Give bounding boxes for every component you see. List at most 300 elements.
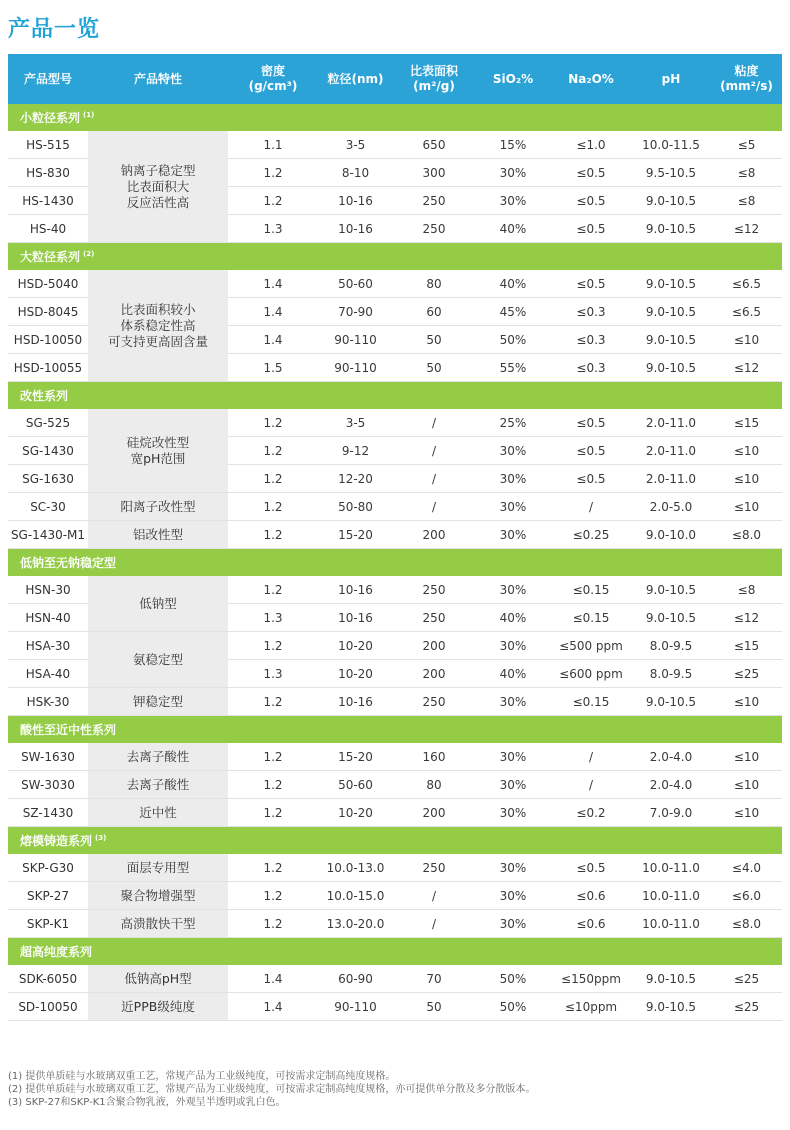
feature-line: 宽pH范围 bbox=[130, 450, 186, 466]
sio2-cell: 30% bbox=[475, 159, 551, 187]
particle-size-cell: 15-20 bbox=[318, 743, 393, 771]
model-cell: HSD-10050 bbox=[8, 326, 88, 354]
viscosity-cell: ≤10 bbox=[711, 743, 782, 771]
column-header-line1: 产品特性 bbox=[133, 71, 182, 86]
sio2-cell: 30% bbox=[475, 465, 551, 493]
surface-area-cell: / bbox=[393, 409, 475, 437]
feature-cell bbox=[88, 771, 228, 799]
particle-size-cell: 10.0-13.0 bbox=[318, 854, 393, 882]
density-cell: 1.4 bbox=[228, 298, 318, 326]
surface-area-cell: 250 bbox=[393, 688, 475, 716]
sio2-cell: 30% bbox=[475, 521, 551, 549]
ph-cell: 9.0-10.5 bbox=[631, 576, 711, 604]
ph-cell: 8.0-9.5 bbox=[631, 632, 711, 660]
surface-area-cell: 250 bbox=[393, 187, 475, 215]
ph-cell: 9.0-10.5 bbox=[631, 270, 711, 298]
section-note: (1) bbox=[83, 111, 95, 119]
viscosity-cell: ≤15 bbox=[711, 409, 782, 437]
table-body bbox=[8, 104, 782, 1021]
na2o-cell: / bbox=[551, 743, 631, 771]
viscosity-cell: ≤6.5 bbox=[711, 270, 782, 298]
na2o-cell: ≤0.2 bbox=[551, 799, 631, 827]
particle-size-cell: 10-16 bbox=[318, 604, 393, 632]
viscosity-cell: ≤8.0 bbox=[711, 521, 782, 549]
feature-cell bbox=[88, 270, 228, 382]
table-header-row bbox=[8, 54, 782, 104]
table-row bbox=[8, 799, 782, 827]
particle-size-cell: 90-110 bbox=[318, 326, 393, 354]
particle-size-cell: 3-5 bbox=[318, 409, 393, 437]
sio2-cell: 40% bbox=[475, 270, 551, 298]
density-cell: 1.2 bbox=[228, 187, 318, 215]
section-header bbox=[8, 382, 782, 410]
feature-cell bbox=[88, 131, 228, 243]
section-header bbox=[8, 938, 782, 966]
column-header-line1: 产品型号 bbox=[23, 71, 72, 86]
density-cell: 1.2 bbox=[228, 437, 318, 465]
surface-area-cell: 200 bbox=[393, 521, 475, 549]
section-header-row bbox=[8, 243, 782, 271]
particle-size-cell: 50-80 bbox=[318, 493, 393, 521]
particle-size-cell: 10-16 bbox=[318, 215, 393, 243]
particle-size-cell: 10-16 bbox=[318, 688, 393, 716]
footnotes bbox=[8, 1070, 535, 1109]
na2o-cell: / bbox=[551, 493, 631, 521]
model-cell: SG-1630 bbox=[8, 465, 88, 493]
footnote: (2) 提供单质硅与水玻璃双重工艺，常规产品为工业级纯度，可按需求定制高纯度规格，亦可提供单分散及多分散版本。 bbox=[8, 1084, 536, 1095]
density-cell: 1.2 bbox=[228, 493, 318, 521]
section-header-row bbox=[8, 549, 782, 577]
particle-size-cell: 60-90 bbox=[318, 965, 393, 993]
section-header-row bbox=[8, 938, 782, 966]
particle-size-cell: 90-110 bbox=[318, 993, 393, 1021]
column-header-line1: pH bbox=[661, 71, 681, 86]
sio2-cell: 30% bbox=[475, 632, 551, 660]
sio2-cell: 30% bbox=[475, 882, 551, 910]
feature-line: 近中性 bbox=[139, 804, 177, 820]
surface-area-cell: 250 bbox=[393, 576, 475, 604]
ph-cell: 2.0-4.0 bbox=[631, 771, 711, 799]
feature-cell bbox=[88, 993, 228, 1021]
na2o-cell: ≤600 ppm bbox=[551, 660, 631, 688]
column-header-line1: 粒径(nm) bbox=[327, 71, 384, 86]
density-cell: 1.4 bbox=[228, 965, 318, 993]
feature-cell bbox=[88, 799, 228, 827]
particle-size-cell: 10.0-15.0 bbox=[318, 882, 393, 910]
model-cell: SW-3030 bbox=[8, 771, 88, 799]
density-cell: 1.2 bbox=[228, 799, 318, 827]
sio2-cell: 30% bbox=[475, 771, 551, 799]
feature-line: 比表面积大 bbox=[126, 178, 190, 194]
table-row bbox=[8, 409, 782, 437]
density-cell: 1.2 bbox=[228, 771, 318, 799]
sio2-cell: 30% bbox=[475, 576, 551, 604]
feature-line: 去离子酸性 bbox=[126, 748, 190, 764]
model-cell: SG-525 bbox=[8, 409, 88, 437]
na2o-cell: ≤0.3 bbox=[551, 298, 631, 326]
sio2-cell: 30% bbox=[475, 854, 551, 882]
density-cell: 1.2 bbox=[228, 159, 318, 187]
feature-line: 钾稳定型 bbox=[132, 693, 183, 709]
column-header bbox=[631, 54, 711, 104]
surface-area-cell: 60 bbox=[393, 298, 475, 326]
sio2-cell: 30% bbox=[475, 493, 551, 521]
feature-line: 面层专用型 bbox=[126, 859, 190, 875]
surface-area-cell: / bbox=[393, 465, 475, 493]
sio2-cell: 50% bbox=[475, 326, 551, 354]
density-cell: 1.5 bbox=[228, 354, 318, 382]
density-cell: 1.2 bbox=[228, 521, 318, 549]
product-table bbox=[8, 54, 782, 1021]
column-header bbox=[551, 54, 631, 104]
section-header-row bbox=[8, 104, 782, 131]
surface-area-cell: / bbox=[393, 437, 475, 465]
model-cell: HSK-30 bbox=[8, 688, 88, 716]
viscosity-cell: ≤10 bbox=[711, 799, 782, 827]
particle-size-cell: 13.0-20.0 bbox=[318, 910, 393, 938]
column-header bbox=[228, 54, 318, 104]
feature-cell bbox=[88, 576, 228, 632]
viscosity-cell: ≤6.5 bbox=[711, 298, 782, 326]
column-header bbox=[475, 54, 551, 104]
na2o-cell: ≤0.15 bbox=[551, 604, 631, 632]
surface-area-cell: / bbox=[393, 493, 475, 521]
feature-cell bbox=[88, 910, 228, 938]
particle-size-cell: 10-16 bbox=[318, 576, 393, 604]
density-cell: 1.4 bbox=[228, 326, 318, 354]
density-cell: 1.2 bbox=[228, 854, 318, 882]
ph-cell: 2.0-11.0 bbox=[631, 409, 711, 437]
ph-cell: 9.0-10.5 bbox=[631, 326, 711, 354]
table-row bbox=[8, 910, 782, 938]
model-cell: SW-1630 bbox=[8, 743, 88, 771]
particle-size-cell: 50-60 bbox=[318, 771, 393, 799]
model-cell: HS-40 bbox=[8, 215, 88, 243]
model-cell: SKP-27 bbox=[8, 882, 88, 910]
section-title: 熔模铸造系列 bbox=[20, 834, 93, 848]
ph-cell: 9.0-10.5 bbox=[631, 688, 711, 716]
feature-line: 阳离子改性型 bbox=[120, 498, 196, 514]
feature-cell bbox=[88, 632, 228, 688]
feature-cell bbox=[88, 854, 228, 882]
model-cell: SG-1430-M1 bbox=[8, 521, 88, 549]
footnote: (3) SKP-27和SKP-K1含聚合物乳液，外观呈半透明或乳白色。 bbox=[8, 1097, 286, 1108]
table-row bbox=[8, 965, 782, 993]
model-cell: HSN-30 bbox=[8, 576, 88, 604]
ph-cell: 9.0-10.5 bbox=[631, 298, 711, 326]
model-cell: HSD-8045 bbox=[8, 298, 88, 326]
sio2-cell: 15% bbox=[475, 131, 551, 159]
table-row bbox=[8, 688, 782, 716]
particle-size-cell: 10-20 bbox=[318, 660, 393, 688]
footnote: (1) 提供单质硅与水玻璃双重工艺，常规产品为工业级纯度，可按需求定制高纯度规格。 bbox=[8, 1071, 396, 1082]
feature-line: 去离子酸性 bbox=[126, 776, 190, 792]
surface-area-cell: 200 bbox=[393, 799, 475, 827]
section-title: 超高纯度系列 bbox=[20, 945, 93, 959]
column-header bbox=[318, 54, 393, 104]
particle-size-cell: 50-60 bbox=[318, 270, 393, 298]
na2o-cell: ≤0.3 bbox=[551, 354, 631, 382]
ph-cell: 2.0-11.0 bbox=[631, 465, 711, 493]
section-header-row bbox=[8, 382, 782, 410]
column-header bbox=[393, 54, 475, 104]
na2o-cell: / bbox=[551, 771, 631, 799]
ph-cell: 7.0-9.0 bbox=[631, 799, 711, 827]
density-cell: 1.2 bbox=[228, 409, 318, 437]
na2o-cell: ≤0.5 bbox=[551, 465, 631, 493]
table-row bbox=[8, 521, 782, 549]
feature-line: 近PPB级纯度 bbox=[121, 998, 195, 1014]
ph-cell: 9.0-10.5 bbox=[631, 354, 711, 382]
ph-cell: 10.0-11.0 bbox=[631, 910, 711, 938]
ph-cell: 2.0-4.0 bbox=[631, 743, 711, 771]
surface-area-cell: 200 bbox=[393, 660, 475, 688]
feature-cell bbox=[88, 743, 228, 771]
table-row bbox=[8, 632, 782, 660]
density-cell: 1.2 bbox=[228, 882, 318, 910]
sio2-cell: 30% bbox=[475, 187, 551, 215]
model-cell: HSA-40 bbox=[8, 660, 88, 688]
particle-size-cell: 12-20 bbox=[318, 465, 393, 493]
surface-area-cell: 650 bbox=[393, 131, 475, 159]
na2o-cell: ≤0.15 bbox=[551, 576, 631, 604]
density-cell: 1.1 bbox=[228, 131, 318, 159]
section-header bbox=[8, 104, 782, 131]
na2o-cell: ≤0.5 bbox=[551, 437, 631, 465]
na2o-cell: ≤150ppm bbox=[551, 965, 631, 993]
particle-size-cell: 9-12 bbox=[318, 437, 393, 465]
table-row bbox=[8, 131, 782, 159]
model-cell: SG-1430 bbox=[8, 437, 88, 465]
section-title: 小粒径系列 bbox=[20, 111, 81, 125]
ph-cell: 9.5-10.5 bbox=[631, 159, 711, 187]
surface-area-cell: 70 bbox=[393, 965, 475, 993]
ph-cell: 2.0-5.0 bbox=[631, 493, 711, 521]
viscosity-cell: ≤15 bbox=[711, 632, 782, 660]
feature-line: 硅烷改性型 bbox=[126, 434, 190, 450]
feature-cell bbox=[88, 688, 228, 716]
sio2-cell: 55% bbox=[475, 354, 551, 382]
surface-area-cell: 300 bbox=[393, 159, 475, 187]
na2o-cell: ≤500 ppm bbox=[551, 632, 631, 660]
ph-cell: 9.0-10.0 bbox=[631, 521, 711, 549]
ph-cell: 9.0-10.5 bbox=[631, 215, 711, 243]
column-header-line1: 比表面积 bbox=[409, 64, 458, 78]
ph-cell: 9.0-10.5 bbox=[631, 993, 711, 1021]
particle-size-cell: 3-5 bbox=[318, 131, 393, 159]
particle-size-cell: 10-16 bbox=[318, 187, 393, 215]
surface-area-cell: 250 bbox=[393, 604, 475, 632]
particle-size-cell: 15-20 bbox=[318, 521, 393, 549]
model-cell: SZ-1430 bbox=[8, 799, 88, 827]
model-cell: SC-30 bbox=[8, 493, 88, 521]
column-header-line2: (mm²/s) bbox=[720, 79, 773, 93]
column-header-line2: (g/cm³) bbox=[248, 79, 298, 93]
table-row bbox=[8, 576, 782, 604]
column-header-line1: Na₂O% bbox=[568, 71, 614, 86]
surface-area-cell: 160 bbox=[393, 743, 475, 771]
column-header bbox=[88, 54, 228, 104]
model-cell: HSD-10055 bbox=[8, 354, 88, 382]
section-header bbox=[8, 549, 782, 577]
section-title: 改性系列 bbox=[20, 389, 69, 403]
section-note: (3) bbox=[95, 834, 107, 842]
density-cell: 1.2 bbox=[228, 632, 318, 660]
surface-area-cell: 250 bbox=[393, 854, 475, 882]
particle-size-cell: 70-90 bbox=[318, 298, 393, 326]
ph-cell: 10.0-11.5 bbox=[631, 131, 711, 159]
surface-area-cell: 50 bbox=[393, 354, 475, 382]
model-cell: SKP-K1 bbox=[8, 910, 88, 938]
model-cell: SD-10050 bbox=[8, 993, 88, 1021]
model-cell: HS-515 bbox=[8, 131, 88, 159]
column-header-line1: SiO₂% bbox=[492, 71, 534, 86]
na2o-cell: ≤0.5 bbox=[551, 159, 631, 187]
viscosity-cell: ≤12 bbox=[711, 354, 782, 382]
surface-area-cell: 80 bbox=[393, 771, 475, 799]
na2o-cell: ≤0.5 bbox=[551, 187, 631, 215]
na2o-cell: ≤0.5 bbox=[551, 854, 631, 882]
na2o-cell: ≤0.25 bbox=[551, 521, 631, 549]
viscosity-cell: ≤10 bbox=[711, 688, 782, 716]
viscosity-cell: ≤25 bbox=[711, 660, 782, 688]
particle-size-cell: 10-20 bbox=[318, 799, 393, 827]
column-header-line2: (m²/g) bbox=[413, 79, 455, 93]
na2o-cell: ≤1.0 bbox=[551, 131, 631, 159]
table-row bbox=[8, 493, 782, 521]
viscosity-cell: ≤8.0 bbox=[711, 910, 782, 938]
model-cell: HSD-5040 bbox=[8, 270, 88, 298]
model-cell: SKP-G30 bbox=[8, 854, 88, 882]
ph-cell: 9.0-10.5 bbox=[631, 604, 711, 632]
viscosity-cell: ≤12 bbox=[711, 215, 782, 243]
feature-line: 钠离子稳定型 bbox=[120, 162, 196, 178]
viscosity-cell: ≤10 bbox=[711, 465, 782, 493]
ph-cell: 10.0-11.0 bbox=[631, 854, 711, 882]
page-title: 产品一览 bbox=[8, 17, 101, 42]
viscosity-cell: ≤10 bbox=[711, 326, 782, 354]
viscosity-cell: ≤12 bbox=[711, 604, 782, 632]
viscosity-cell: ≤25 bbox=[711, 965, 782, 993]
viscosity-cell: ≤5 bbox=[711, 131, 782, 159]
surface-area-cell: 50 bbox=[393, 993, 475, 1021]
section-header bbox=[8, 243, 782, 271]
density-cell: 1.2 bbox=[228, 743, 318, 771]
feature-cell bbox=[88, 493, 228, 521]
sio2-cell: 30% bbox=[475, 688, 551, 716]
sio2-cell: 30% bbox=[475, 743, 551, 771]
ph-cell: 2.0-11.0 bbox=[631, 437, 711, 465]
surface-area-cell: 250 bbox=[393, 215, 475, 243]
density-cell: 1.2 bbox=[228, 465, 318, 493]
sio2-cell: 40% bbox=[475, 215, 551, 243]
model-cell: HS-1430 bbox=[8, 187, 88, 215]
section-header bbox=[8, 716, 782, 744]
viscosity-cell: ≤10 bbox=[711, 493, 782, 521]
table-row bbox=[8, 743, 782, 771]
section-note: (2) bbox=[83, 250, 95, 258]
sio2-cell: 25% bbox=[475, 409, 551, 437]
na2o-cell: ≤0.5 bbox=[551, 215, 631, 243]
surface-area-cell: 200 bbox=[393, 632, 475, 660]
na2o-cell: ≤10ppm bbox=[551, 993, 631, 1021]
section-header-row bbox=[8, 827, 782, 855]
na2o-cell: ≤0.3 bbox=[551, 326, 631, 354]
section-title: 酸性至近中性系列 bbox=[20, 723, 117, 737]
column-header bbox=[711, 54, 782, 104]
table-row bbox=[8, 882, 782, 910]
density-cell: 1.2 bbox=[228, 576, 318, 604]
feature-line: 低钠高pH型 bbox=[124, 970, 192, 986]
column-header bbox=[8, 54, 88, 104]
viscosity-cell: ≤25 bbox=[711, 993, 782, 1021]
sio2-cell: 45% bbox=[475, 298, 551, 326]
sio2-cell: 40% bbox=[475, 604, 551, 632]
surface-area-cell: / bbox=[393, 910, 475, 938]
density-cell: 1.4 bbox=[228, 270, 318, 298]
particle-size-cell: 8-10 bbox=[318, 159, 393, 187]
feature-line: 比表面积较小 bbox=[120, 301, 196, 317]
feature-cell bbox=[88, 882, 228, 910]
viscosity-cell: ≤8 bbox=[711, 576, 782, 604]
ph-cell: 9.0-10.5 bbox=[631, 187, 711, 215]
sio2-cell: 50% bbox=[475, 965, 551, 993]
ph-cell: 9.0-10.5 bbox=[631, 965, 711, 993]
particle-size-cell: 10-20 bbox=[318, 632, 393, 660]
model-cell: SDK-6050 bbox=[8, 965, 88, 993]
density-cell: 1.2 bbox=[228, 910, 318, 938]
sio2-cell: 30% bbox=[475, 437, 551, 465]
density-cell: 1.3 bbox=[228, 660, 318, 688]
viscosity-cell: ≤10 bbox=[711, 437, 782, 465]
viscosity-cell: ≤8 bbox=[711, 159, 782, 187]
na2o-cell: ≤0.6 bbox=[551, 910, 631, 938]
model-cell: HSA-30 bbox=[8, 632, 88, 660]
viscosity-cell: ≤6.0 bbox=[711, 882, 782, 910]
na2o-cell: ≤0.6 bbox=[551, 882, 631, 910]
surface-area-cell: 80 bbox=[393, 270, 475, 298]
feature-line: 反应活性高 bbox=[126, 194, 190, 210]
feature-line: 聚合物增强型 bbox=[120, 887, 196, 903]
feature-line: 铝改性型 bbox=[132, 526, 183, 542]
table-row bbox=[8, 854, 782, 882]
feature-cell bbox=[88, 409, 228, 493]
sio2-cell: 30% bbox=[475, 910, 551, 938]
viscosity-cell: ≤10 bbox=[711, 771, 782, 799]
sio2-cell: 30% bbox=[475, 799, 551, 827]
feature-line: 高溃散快干型 bbox=[120, 915, 196, 931]
feature-cell bbox=[88, 521, 228, 549]
column-header-line1: 密度 bbox=[260, 64, 285, 78]
na2o-cell: ≤0.15 bbox=[551, 688, 631, 716]
feature-line: 氨稳定型 bbox=[132, 651, 183, 667]
column-header-line1: 粘度 bbox=[734, 64, 759, 78]
particle-size-cell: 90-110 bbox=[318, 354, 393, 382]
table-row bbox=[8, 993, 782, 1021]
sio2-cell: 50% bbox=[475, 993, 551, 1021]
feature-line: 体系稳定性高 bbox=[120, 317, 196, 333]
feature-line: 低钠型 bbox=[139, 595, 177, 611]
ph-cell: 8.0-9.5 bbox=[631, 660, 711, 688]
model-cell: HSN-40 bbox=[8, 604, 88, 632]
viscosity-cell: ≤4.0 bbox=[711, 854, 782, 882]
section-header-row bbox=[8, 716, 782, 744]
feature-line: 可支持更高固含量 bbox=[107, 333, 208, 349]
section-title: 低钠至无钠稳定型 bbox=[20, 556, 117, 570]
density-cell: 1.4 bbox=[228, 993, 318, 1021]
ph-cell: 10.0-11.0 bbox=[631, 882, 711, 910]
table-row bbox=[8, 771, 782, 799]
